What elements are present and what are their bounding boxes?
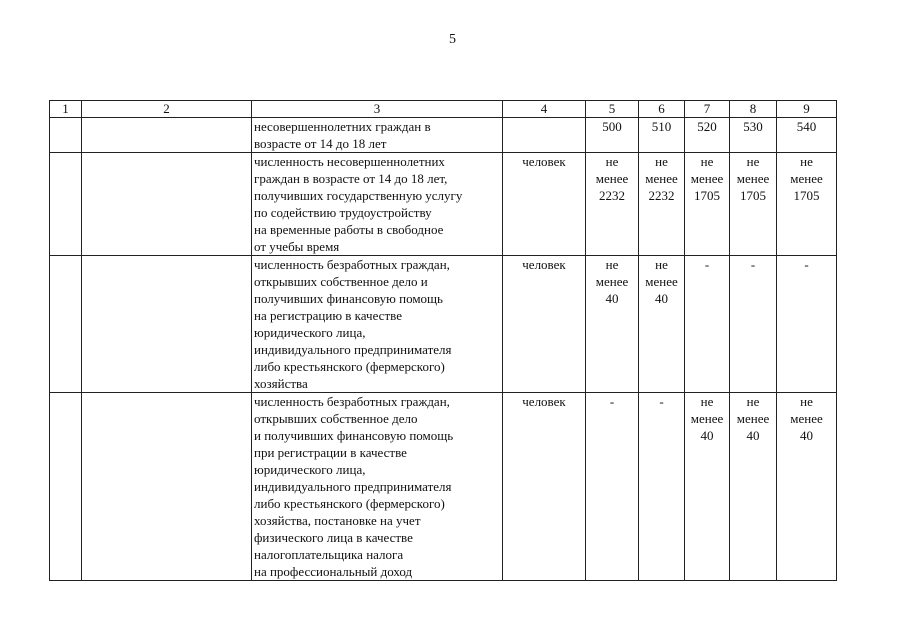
cell-text-line: несовершеннолетних граждан в [254, 119, 431, 134]
table-body [50, 118, 837, 581]
indicators-table [49, 100, 837, 581]
cell-text-line: и получивших финансовую помощь [254, 428, 454, 443]
cell-text-line: - [804, 257, 809, 272]
cell-text-line: не [655, 154, 668, 169]
cell-col2 [82, 393, 252, 581]
value-cell [777, 153, 837, 256]
cell-text-line: не [746, 154, 760, 169]
column-header: 3 [252, 101, 503, 118]
cell-text-line: юридического лица, [254, 462, 366, 477]
cell-col2 [82, 153, 252, 256]
cell-text-line: численность безработных граждан, [254, 257, 450, 272]
value-cell [639, 256, 685, 393]
cell-text-line: менее [790, 171, 823, 186]
cell-text-line: менее [736, 171, 770, 186]
value-cell [639, 118, 685, 153]
column-header: 9 [777, 101, 837, 118]
cell-text-line: индивидуального предпринимателя [254, 479, 452, 494]
cell-text-line: человек [522, 257, 566, 272]
cell-text-line: 40 [605, 291, 619, 306]
cell-text-line: менее [790, 411, 823, 426]
cell-text-line: на регистрацию в качестве [254, 308, 402, 323]
cell-text-line: 40 [746, 428, 760, 443]
cell-col2 [82, 118, 252, 153]
cell-text-line: 2232 [599, 188, 625, 203]
cell-col1 [50, 118, 82, 153]
table-row [50, 256, 837, 393]
cell-text-line: на профессиональный доход [254, 564, 413, 579]
value-cell [586, 118, 639, 153]
cell-text-line: 500 [602, 119, 622, 134]
unit-cell [503, 118, 586, 153]
cell-text-line: от учебы время [254, 239, 340, 254]
value-cell [685, 393, 730, 581]
cell-text-line: не [746, 394, 760, 409]
cell-text-line: 1705 [740, 188, 766, 203]
value-cell [586, 153, 639, 256]
indicator-name-cell [252, 118, 503, 153]
cell-text-line: человек [522, 154, 566, 169]
cell-text-line: 530 [743, 119, 763, 134]
cell-text-line: либо крестьянского (фермерского) [254, 496, 445, 511]
indicator-name-cell [252, 393, 503, 581]
cell-text-line: не [700, 394, 714, 409]
cell-text-line: 1705 [694, 188, 720, 203]
cell-text-line: 40 [655, 291, 668, 306]
cell-text-line: хозяйства [254, 376, 308, 391]
value-cell [777, 393, 837, 581]
column-header: 4 [503, 101, 586, 118]
cell-text-line: 2232 [648, 188, 675, 203]
value-cell [777, 118, 837, 153]
cell-text-line: на временные работы в свободное [254, 222, 444, 237]
value-cell [730, 256, 777, 393]
cell-text-line: 40 [800, 428, 813, 443]
indicator-name-cell [252, 153, 503, 256]
table-row [50, 118, 837, 153]
cell-text-line: менее [690, 171, 724, 186]
cell-text-line: численность безработных граждан, [254, 394, 450, 409]
cell-text-line: хозяйства, постановке на учет [254, 513, 421, 528]
cell-text-line: не [700, 154, 714, 169]
cell-text-line: индивидуального предпринимателя [254, 342, 452, 357]
cell-text-line: 540 [796, 119, 817, 134]
value-cell [639, 153, 685, 256]
cell-text-line: - [704, 257, 710, 272]
cell-col1 [50, 393, 82, 581]
cell-col1 [50, 153, 82, 256]
cell-text-line: либо крестьянского (фермерского) [254, 359, 445, 374]
page-number: 5 [449, 32, 456, 47]
cell-text-line: менее [736, 411, 770, 426]
column-header: 8 [730, 101, 777, 118]
cell-text-line: получивших финансовую помощь [254, 291, 443, 306]
column-header: 7 [685, 101, 730, 118]
header-row [50, 101, 837, 118]
cell-col1 [50, 256, 82, 393]
column-header: 5 [586, 101, 639, 118]
unit-cell [503, 153, 586, 256]
cell-text-line: человек [522, 394, 566, 409]
cell-text-line: открывших собственное дело [254, 411, 418, 426]
unit-cell [503, 256, 586, 393]
column-header: 6 [639, 101, 685, 118]
value-cell [730, 393, 777, 581]
column-header: 2 [82, 101, 252, 118]
cell-text-line: граждан в возрасте от 14 до 18 лет, [254, 171, 448, 186]
cell-text-line: налогоплательщика налога [254, 547, 404, 562]
cell-text-line: 510 [651, 119, 672, 134]
cell-text-line: менее [645, 274, 678, 289]
cell-text-line: по содействию трудоустройству [254, 205, 432, 220]
value-cell [685, 153, 730, 256]
value-cell [586, 393, 639, 581]
value-cell [730, 153, 777, 256]
cell-text-line: не [655, 257, 668, 272]
indicator-name-cell [252, 256, 503, 393]
cell-text-line: - [750, 257, 756, 272]
cell-text-line: юридического лица, [254, 325, 366, 340]
column-header: 1 [50, 101, 82, 118]
cell-text-line: - [659, 394, 664, 409]
value-cell [685, 256, 730, 393]
value-cell [685, 118, 730, 153]
cell-text-line: менее [645, 171, 678, 186]
cell-text-line: 1705 [793, 188, 820, 203]
cell-text-line: 520 [697, 119, 717, 134]
cell-text-line: получивших государственную услугу [254, 188, 463, 203]
cell-text-line: - [609, 394, 615, 409]
cell-text-line: физического лица в качестве [254, 530, 413, 545]
cell-text-line: не [800, 154, 813, 169]
table-row [50, 393, 837, 581]
cell-text-line: менее [595, 171, 629, 186]
cell-text-line: 40 [700, 428, 714, 443]
cell-text-line: численность несовершеннолетних [254, 154, 445, 169]
cell-text-line: открывших собственное дело и [254, 274, 428, 289]
cell-text-line: менее [595, 274, 629, 289]
value-cell [777, 256, 837, 393]
cell-text-line: при регистрации в качестве [254, 445, 407, 460]
table-row [50, 153, 837, 256]
value-cell [730, 118, 777, 153]
unit-cell [503, 393, 586, 581]
cell-text-line: не [800, 394, 813, 409]
value-cell [639, 393, 685, 581]
cell-text-line: менее [690, 411, 724, 426]
cell-text-line: возрасте от 14 до 18 лет [254, 136, 387, 151]
cell-text-line: не [605, 154, 619, 169]
cell-text-line: не [605, 257, 619, 272]
value-cell [586, 256, 639, 393]
cell-col2 [82, 256, 252, 393]
